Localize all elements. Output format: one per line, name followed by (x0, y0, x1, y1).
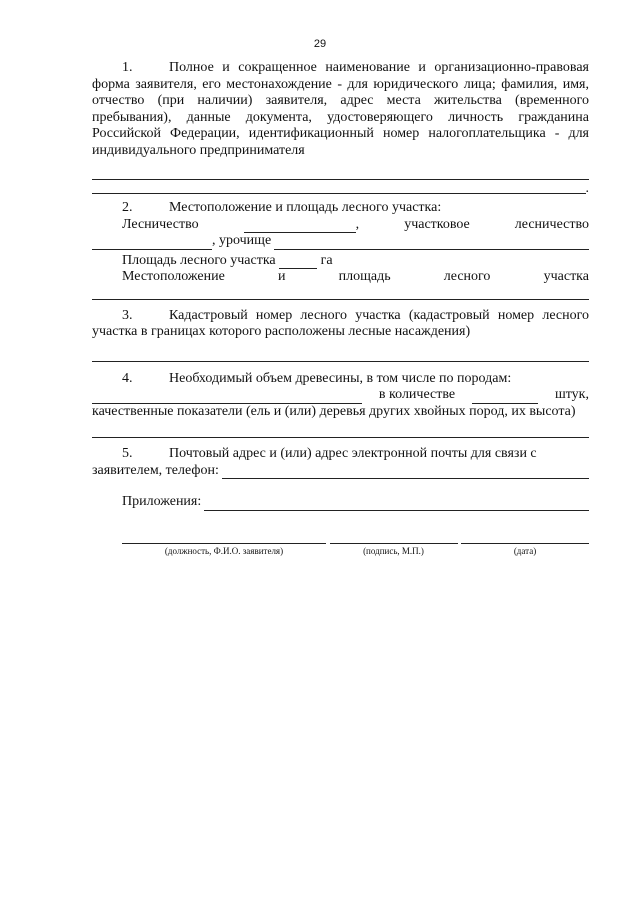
section-4-text-a: Необходимый объем древесины, в том числе по породам: (169, 370, 512, 386)
application-form (92, 60, 589, 557)
quantity-label: в количестве (378, 387, 456, 402)
contact-field[interactable] (222, 465, 589, 479)
section-1-end-dot: . (585, 181, 589, 196)
date-column (461, 543, 589, 557)
district-word-1: участковое (404, 216, 470, 232)
location-word-5: участка (543, 269, 589, 284)
signature-block (122, 543, 589, 557)
tract-label: , урочище (212, 233, 272, 248)
species-row (92, 387, 589, 404)
section-3-number: 3. (122, 307, 133, 323)
section-5-number: 5. (122, 446, 133, 461)
section-5-intro (92, 446, 589, 463)
quantity-field[interactable] (472, 391, 538, 404)
section-1-number: 1. (122, 60, 133, 75)
page-number: 29 (313, 38, 327, 50)
section-3 (92, 308, 589, 341)
forestry-comma: , (355, 216, 360, 232)
position-caption: (должность, Ф.И.О. заявителя) (164, 545, 284, 556)
area-label: Площадь лесного участка (122, 252, 276, 268)
position-column (122, 543, 326, 557)
area-row (92, 253, 589, 270)
attachments-field[interactable] (204, 497, 589, 511)
signature-caption: (подпись, М.П.) (363, 545, 424, 556)
forestry-row (92, 217, 589, 234)
signature-column (330, 543, 458, 557)
section-1-text: Полное и сокращенное наименование и организационно-правовая форма заявителя, его местонахождение - для юридического лица; фамилия, имя, отчество (при наличии) заявителя, адрес места жительства (временного пребывания), данные документа, удостоверяющего личность гражданина Российской Федерации, идентификационный номер налогоплательщика - для индивидуального предпринимателя (92, 60, 589, 158)
section-4-number: 4. (122, 370, 133, 386)
section-1-fill-line-2[interactable] (92, 193, 586, 194)
section-3-text: Кадастровый номер лесного участка (кадастровый номер лесного участка в границах которого расположены лесные насаждения) (92, 307, 589, 339)
area-unit: га (320, 252, 333, 268)
tract-field[interactable] (274, 236, 589, 250)
attachments-row (92, 494, 589, 511)
forestry-label: Лесничество (122, 216, 199, 232)
species-field[interactable] (92, 391, 362, 404)
district-word-2: лесничество (514, 216, 589, 232)
signature-field[interactable] (330, 543, 458, 544)
location-word-3: площадь (338, 269, 391, 284)
date-caption: (дата) (513, 545, 537, 556)
area-field[interactable] (279, 256, 317, 269)
attachments-label: Приложения: (122, 494, 202, 509)
location-word-4: лесного (443, 269, 491, 284)
location-word-1: Местоположение (122, 269, 225, 284)
section-2-title: Местоположение и площадь лесного участка: (169, 200, 442, 215)
forestry-field[interactable] (244, 220, 356, 233)
section-1 (92, 60, 589, 159)
phone-row (92, 463, 589, 480)
phone-label: заявителем, телефон: (92, 462, 219, 478)
section-4-text-b: качественные показатели (ель и (или) деревья других хвойных пород, их высота) (92, 403, 576, 419)
district-forestry-field[interactable] (92, 237, 212, 250)
tract-row (92, 233, 589, 250)
section-4-intro (92, 371, 589, 388)
location-row (92, 269, 589, 286)
section-5-text-a: Почтовый адрес и (или) адрес электронной почты для связи с (169, 446, 537, 461)
pieces-label: штук, (554, 387, 589, 402)
location-word-2: и (277, 269, 286, 284)
position-name-field[interactable] (122, 543, 326, 544)
date-field[interactable] (461, 543, 589, 544)
section-2-number: 2. (122, 200, 133, 215)
section-2-title-row (92, 200, 589, 217)
